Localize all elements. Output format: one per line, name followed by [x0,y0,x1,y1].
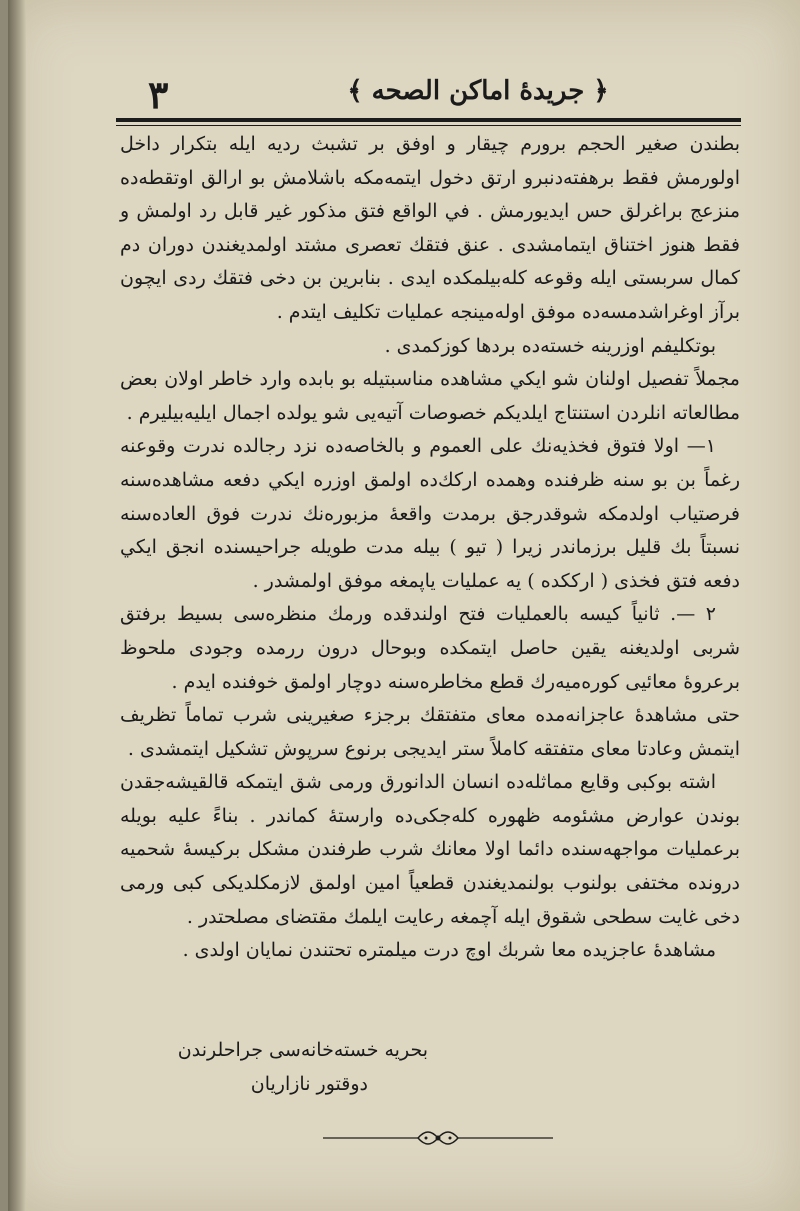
paragraph: مشاهدهٔ عاجزيده معا شربك اوچ درت ميلمتره تحتندن نمايان اولدى . [182,939,716,962]
paragraph: ٢ —. ثانياً كيسه بالعمليات فتح اولندقده ورمك منظره‌سى بسيط برفتق شربى اولديغنه يقين حاصل ايتمكده وبوحال درون ررمده وجودى ملحوظ برعروهٔ معائيى كوره‌ميه‌رك قطع مخاطره‌سنه دوچار اولمق خوفنده ايدم . [120,603,740,693]
paragraph: بطندن صغير الحجم برورم چيقار و اوفق بر تشبث رديه ايله بتكرار داخل اولورمش فقط برهفته‌دنبرو ارتق دخول ايتمه‌مكه باشلامش بو ارالق اوتقطه‌ده منزعج براغرلق حس ايديورمش . في الواقع فتق مذكور غير قابل رد اولمش و فقط هنوز اختناق ايتمامشدى . عنق فتقك تعصرى مشتد اولمديغندن دوران دم كمال سربستى ايله وقوعه كله‌بيلمكده ايدى . بنابرين بن دخى فتقك ردى ايچون برآز اوغراشدمسه‌ده موفق اوله‌مينجه عمليات تكليف ايتدم . [120,133,740,323]
paragraph: اشته بوكبى وقايع مماثله‌ده انسان الدانورق ورمى شق ايتمكه قالقيشه‌جقدن بوندن عوارض مشئومه ظهوره كله‌جكى‌ده وارستهٔ كماندر . بناءً عليه بويله برعمليات مواجهه‌سنده دائما اولا معانك شرب طرفندن مشكل بركيسهٔ شحميه درونده مختفى بولنوب بولنمديغندن قطعياً امين اولمق لازمكلديكى كبى ورمى دخى غايت سطحى شقوق ايله آچمغه رعايت ايلمك مقتضاى مصلحتدر . [120,771,740,928]
header-rule-thick [116,118,741,122]
signature-affiliation: بحريه خسته‌خانه‌سى جراحلرندن [177,1039,428,1061]
paragraph: ١— اولا فتوق فخذيه‌نك على العموم و بالخاصه‌ده نزد رجالده ندرت وقوعنه رغماً بن بو سنه ظرفنده وهمده اركك‌ده اولمق اوزره ايكي دفعه مشاهده‌سنه فرصتياب اولدمكه شوقدرجق برمدت واقعهٔ مزبوره‌نك ندرت فوق العاده‌سنه نسبتاً بك قليل برزماندر زيرا ( تيو ) بيله مدت طويله جراحيسنده انجق ايكي دفعه فتق فخذى ( ارككده ) يه عمليات ياپمغه موفق اولمشدر . [120,435,740,592]
page-binding-edge [8,0,26,1211]
paragraph: مجملاً تفصيل اولنان شو ايكي مشاهده مناسبتيله بو بابده وارد خاطر اولان بعض مطالعاته انلردن استنتاج ايلديكم خصوصات آتيه‌يى شو يولده اجمال ايليه‌بيليرم . [120,368,740,424]
page-header [118,68,738,118]
paragraph: بوتكليفم اوزرينه خسته‌ده بردها كوزكمدى . [384,334,716,357]
article-body [120,128,740,968]
signature-author: دوقتور نازاريان [250,1073,368,1095]
end-ornament [323,1128,553,1148]
document-page [8,0,800,1211]
page-number: ٣ [148,72,169,117]
paragraph: حتى مشاهدهٔ عاجزانه‌مده معاى متفتقك برجزء صغيرينى شرب تماماً تظريف ايتمش وعادتا معاى متفتقه كاملاً ستر ايدیجى برنوع سرپوش تشكيل ايتمشدى . [120,704,740,760]
running-title: ﴿ جريدهٔ اماكن الصحه ﴾ [347,76,609,106]
header-rule-thin [116,125,741,126]
signature-block [168,1033,468,1101]
